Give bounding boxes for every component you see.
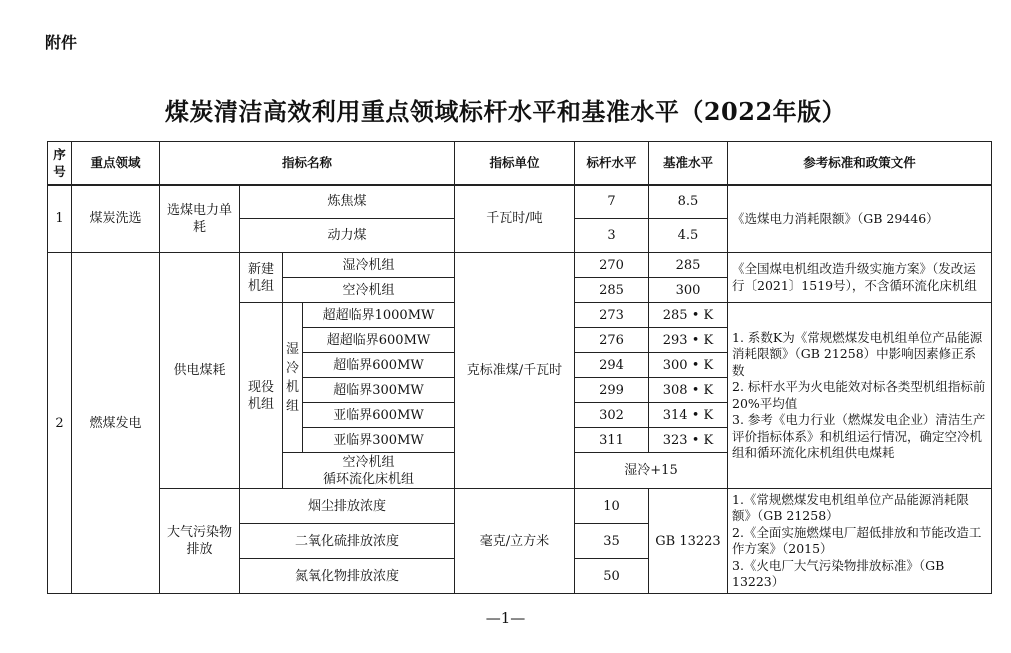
indicator-name: 超超临界1000MW <box>303 303 455 328</box>
benchmark-value: 3 <box>575 219 649 253</box>
reference-line: 3. 参考《电力行业（燃煤发电企业）清洁生产评价指标体系》和机组运行情况，确定空冷机组和循环流化床机组供电煤耗 <box>732 412 986 460</box>
baseline-value: 293 • K <box>649 328 728 353</box>
reference-cell <box>728 303 992 489</box>
baseline-value: 285 <box>649 253 728 278</box>
header-benchmark: 标杆水平 <box>575 142 649 185</box>
reference-line: 1.《常规燃煤发电机组单位产品能源消耗限额》（GB 21258） <box>732 491 969 523</box>
reference-cell: 《全国煤电机组改造升级实施方案》（发改运行〔2021〕1519号），不含循环流化床机组 <box>728 253 992 303</box>
indicator-name: 二氧化硫排放浓度 <box>240 524 455 559</box>
baseline-value: 300 • K <box>649 353 728 378</box>
page-number: —1— <box>485 609 526 627</box>
baseline-value: 314 • K <box>649 403 728 428</box>
unit-group-new: 新建机组 <box>240 253 283 303</box>
indicator-category: 大气污染物排放 <box>160 489 240 594</box>
baseline-value: 300 <box>649 278 728 303</box>
indicator-category: 选煤电力单耗 <box>160 185 240 253</box>
indicator-name: 超临界300MW <box>303 378 455 403</box>
indicator-name: 亚临界600MW <box>303 403 455 428</box>
row-seq: 1 <box>48 185 72 253</box>
benchmark-value: 50 <box>575 559 649 594</box>
unit-cell: 克标准煤/千瓦时 <box>455 253 575 489</box>
reference-line: 2. 标杆水平为火电能效对标各类型机组指标前20%平均值 <box>732 379 986 411</box>
benchmark-value: 299 <box>575 378 649 403</box>
row-field: 煤炭洗选 <box>72 185 160 253</box>
unit-group-existing: 现役机组 <box>240 303 283 489</box>
reference-line: 1. 系数K为《常规燃煤发电机组单位产品能源消耗限额》（GB 21258）中影响因素修正系数 <box>732 329 983 378</box>
reference-cell <box>728 489 992 594</box>
standards-table <box>47 141 992 594</box>
table-row <box>48 253 992 278</box>
header-field: 重点领域 <box>72 142 160 185</box>
baseline-value: 285 • K <box>649 303 728 328</box>
header-indicator: 指标名称 <box>160 142 455 185</box>
header-reference: 参考标准和政策文件 <box>728 142 992 185</box>
benchmark-value: 273 <box>575 303 649 328</box>
benchmark-value: 311 <box>575 428 649 453</box>
air-cooled-label: 空冷机组 <box>342 454 395 470</box>
benchmark-value: 294 <box>575 353 649 378</box>
baseline-value: 4.5 <box>649 219 728 253</box>
row-seq: 2 <box>48 253 72 594</box>
wet-cooling-label <box>283 303 303 453</box>
benchmark-value: 302 <box>575 403 649 428</box>
indicator-name: 空冷机组 <box>283 278 455 303</box>
header-unit: 指标单位 <box>455 142 575 185</box>
baseline-value: GB 13223 <box>649 489 728 594</box>
header-seq: 序号 <box>48 142 72 185</box>
baseline-value: 308 • K <box>649 378 728 403</box>
wet-cooling-text: 湿冷机组 <box>286 341 300 414</box>
baseline-value: 323 • K <box>649 428 728 453</box>
indicator-name <box>283 453 455 489</box>
benchmark-value: 35 <box>575 524 649 559</box>
indicator-name: 氮氧化物排放浓度 <box>240 559 455 594</box>
indicator-name: 亚临界300MW <box>303 428 455 453</box>
reference-line: 2.《全面实施燃煤电厂超低排放和节能改造工作方案》（2015） <box>732 524 982 556</box>
benchmark-value: 270 <box>575 253 649 278</box>
header-baseline: 基准水平 <box>649 142 728 185</box>
document-title: 煤炭清洁高效利用重点领域标杆水平和基准水平（2022年版） <box>164 97 847 126</box>
table-row <box>48 185 992 219</box>
reference-line: 3.《火电厂大气污染物排放标准》（GB 13223） <box>732 557 945 589</box>
cfb-label: 循环流化床机组 <box>322 471 414 487</box>
air-cfb-value: 湿冷+15 <box>575 453 728 489</box>
benchmark-value: 7 <box>575 185 649 219</box>
indicator-name: 动力煤 <box>240 219 455 253</box>
baseline-value: 8.5 <box>649 185 728 219</box>
indicator-name: 超超临界600MW <box>303 328 455 353</box>
unit-cell: 毫克/立方米 <box>455 489 575 594</box>
indicator-name: 烟尘排放浓度 <box>240 489 455 524</box>
benchmark-value: 285 <box>575 278 649 303</box>
attachment-label: 附件 <box>45 33 78 52</box>
unit-cell: 千瓦时/吨 <box>455 185 575 253</box>
benchmark-value: 10 <box>575 489 649 524</box>
indicator-name: 炼焦煤 <box>240 185 455 219</box>
header-row <box>48 142 992 185</box>
indicator-name: 湿冷机组 <box>283 253 455 278</box>
table-row <box>48 489 992 524</box>
indicator-category: 供电煤耗 <box>160 253 240 489</box>
row-field: 燃煤发电 <box>72 253 160 594</box>
benchmark-value: 276 <box>575 328 649 353</box>
reference-cell: 《选煤电力消耗限额》（GB 29446） <box>728 185 992 253</box>
indicator-name: 超临界600MW <box>303 353 455 378</box>
